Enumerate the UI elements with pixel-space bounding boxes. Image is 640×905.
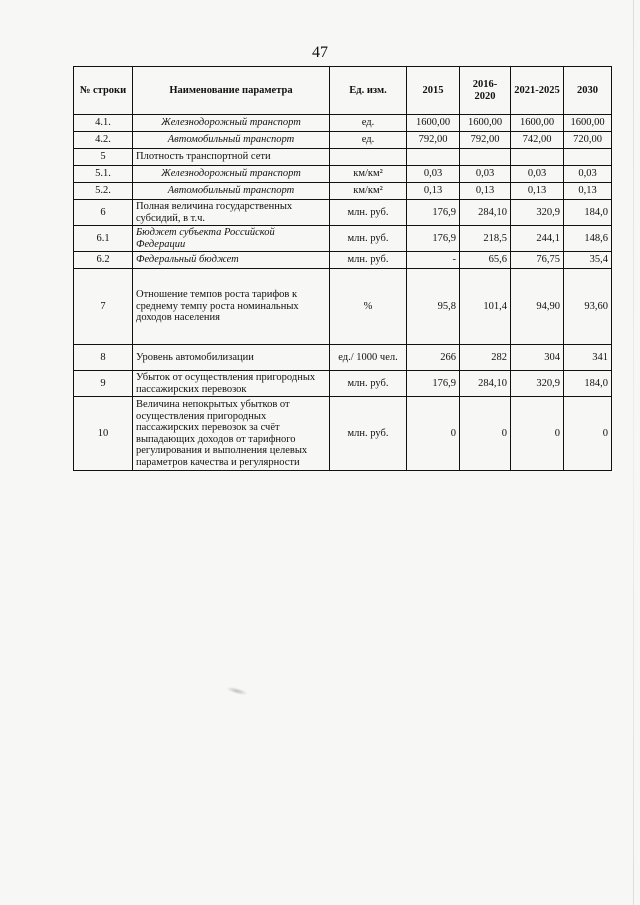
value-2021-2025: 0 [511,397,564,471]
row-number: 6.2 [74,252,133,269]
value-2016-2020: 284,10 [460,371,511,397]
table-row [74,226,612,252]
table-header-row [74,67,612,115]
value-2021-2025: 320,9 [511,371,564,397]
value-2021-2025: 320,9 [511,200,564,226]
value-2016-2020: 1600,00 [460,115,511,132]
value-2016-2020: 282 [460,345,511,371]
value-2016-2020 [460,149,511,166]
header-unit: Ед. изм. [330,67,407,115]
value-2016-2020: 218,5 [460,226,511,252]
value-2015: 266 [407,345,460,371]
page-number: 47 [312,44,328,61]
table-row [74,269,612,345]
row-number: 7 [74,269,133,345]
parameter-name: Железнодорожный транспорт [133,166,330,183]
value-2015: 0,03 [407,166,460,183]
unit-cell: млн. руб. [330,252,407,269]
unit-cell: млн. руб. [330,397,407,471]
row-number: 6.1 [74,226,133,252]
scan-smudge [226,685,249,696]
header-row-number: № строки [74,67,133,115]
value-2015: 176,9 [407,371,460,397]
value-2021-2025: 76,75 [511,252,564,269]
table-row [74,397,612,471]
unit-cell: млн. руб. [330,226,407,252]
value-2016-2020: 65,6 [460,252,511,269]
value-2021-2025: 94,90 [511,269,564,345]
value-2015: 0,13 [407,183,460,200]
value-2016-2020: 792,00 [460,132,511,149]
value-2016-2020: 0,03 [460,166,511,183]
row-number: 4.1. [74,115,133,132]
value-2021-2025: 742,00 [511,132,564,149]
value-2016-2020: 101,4 [460,269,511,345]
value-2016-2020: 284,10 [460,200,511,226]
value-2030: 35,4 [564,252,612,269]
value-2030: 0,03 [564,166,612,183]
parameter-name: Убыток от осуществления пригородных пассажирских перевозок [133,371,330,397]
value-2021-2025: 0,03 [511,166,564,183]
parameter-name: Автомобильный транспорт [133,132,330,149]
header-parameter-name: Наименование параметра [133,67,330,115]
value-2021-2025 [511,149,564,166]
value-2030: 184,0 [564,371,612,397]
value-2015: - [407,252,460,269]
unit-cell: км/км² [330,166,407,183]
parameter-name: Отношение темпов роста тарифов к среднему темпу роста номинальных доходов населения [133,269,330,345]
table-row [74,132,612,149]
table-row [74,252,612,269]
table-row [74,345,612,371]
parameter-name: Величина непокрытых убытков от осуществления пригородных пассажирских перевозок за счёт выпадающих доходов от тарифного регулирования и выполнения целевых параметров качества и регулярности [133,397,330,471]
value-2021-2025: 0,13 [511,183,564,200]
table-row [74,183,612,200]
unit-cell: км/км² [330,183,407,200]
value-2030: 0 [564,397,612,471]
unit-cell: млн. руб. [330,200,407,226]
value-2015: 0 [407,397,460,471]
header-2015: 2015 [407,67,460,115]
row-number: 4.2. [74,132,133,149]
row-number: 5.2. [74,183,133,200]
unit-cell: ед./ 1000 чел. [330,345,407,371]
unit-cell: ед. [330,132,407,149]
value-2030 [564,149,612,166]
value-2030: 0,13 [564,183,612,200]
value-2016-2020: 0,13 [460,183,511,200]
value-2030: 341 [564,345,612,371]
value-2030: 148,6 [564,226,612,252]
unit-cell: млн. руб. [330,371,407,397]
value-2016-2020: 0 [460,397,511,471]
header-2030: 2030 [564,67,612,115]
value-2015: 95,8 [407,269,460,345]
unit-cell: ед. [330,115,407,132]
table-row [74,115,612,132]
value-2030: 93,60 [564,269,612,345]
row-number: 5 [74,149,133,166]
row-number: 9 [74,371,133,397]
parameter-name: Бюджет субъекта Российской Федерации [133,226,330,252]
row-number: 5.1. [74,166,133,183]
table-row [74,166,612,183]
value-2030: 1600,00 [564,115,612,132]
row-number: 8 [74,345,133,371]
parameter-name: Полная величина государственных субсидий, в т.ч. [133,200,330,226]
row-number: 10 [74,397,133,471]
value-2030: 720,00 [564,132,612,149]
parameter-name: Уровень автомобилизации [133,345,330,371]
unit-cell [330,149,407,166]
value-2021-2025: 1600,00 [511,115,564,132]
parameter-name: Плотность транспортной сети [133,149,330,166]
table-row [74,200,612,226]
value-2015: 176,9 [407,200,460,226]
unit-cell: % [330,269,407,345]
header-2021-2025: 2021-2025 [511,67,564,115]
parameter-name: Железнодорожный транспорт [133,115,330,132]
value-2015: 1600,00 [407,115,460,132]
table-row [74,149,612,166]
value-2021-2025: 304 [511,345,564,371]
parameter-name: Автомобильный транспорт [133,183,330,200]
parameter-name: Федеральный бюджет [133,252,330,269]
value-2021-2025: 244,1 [511,226,564,252]
header-2016-2020: 2016-2020 [460,67,511,115]
row-number: 6 [74,200,133,226]
value-2015: 176,9 [407,226,460,252]
value-2015: 792,00 [407,132,460,149]
value-2030: 184,0 [564,200,612,226]
value-2015 [407,149,460,166]
table-row [74,371,612,397]
page-edge [633,0,634,905]
parameters-table [73,66,612,471]
